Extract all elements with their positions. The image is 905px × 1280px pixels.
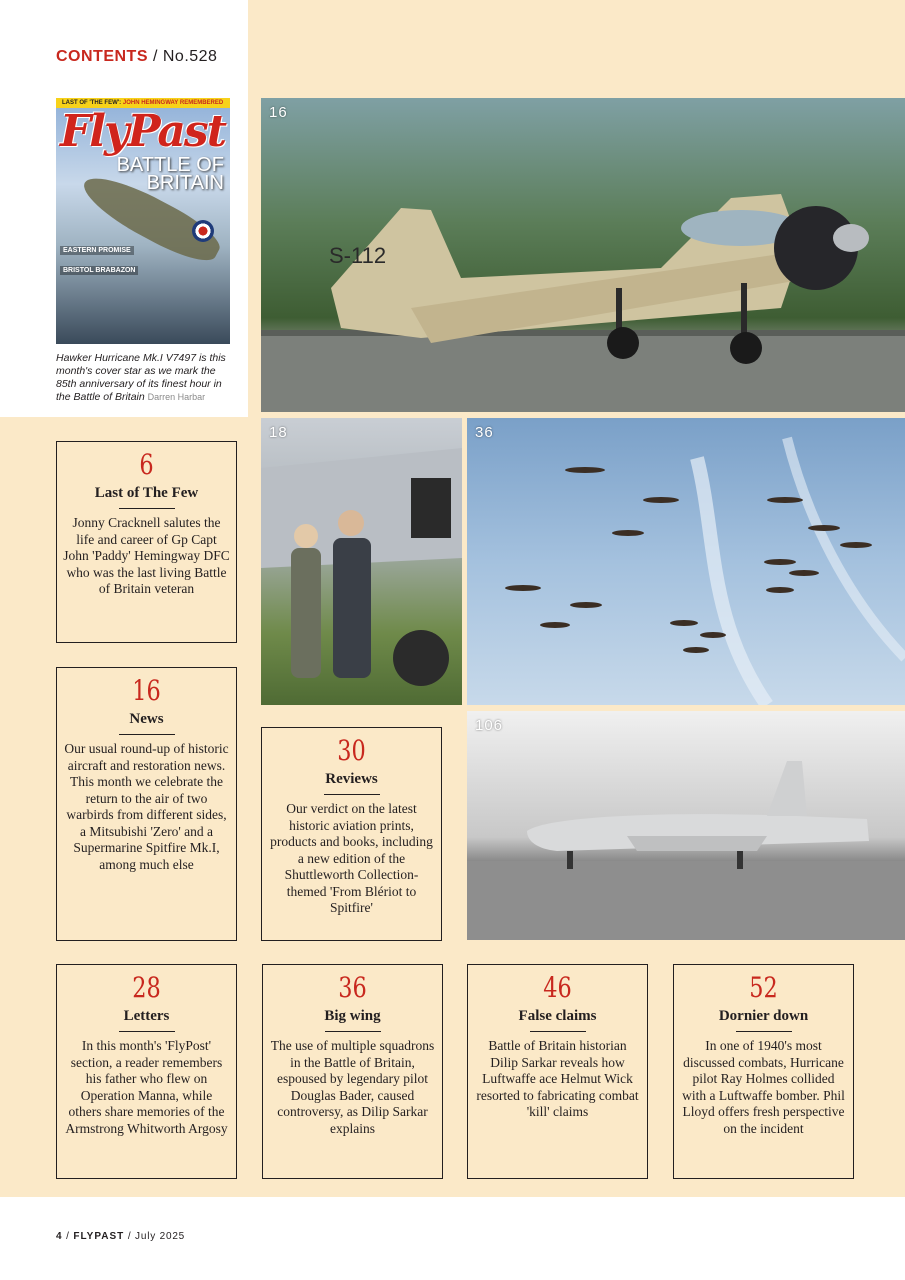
article-title: Reviews [325,771,378,787]
article-title: False claims [518,1008,597,1024]
article-description: Battle of Britain historian Dilip Sarkar reveals how Luftwaffe ace Helmut Wick resorted to fabricating combat 'kill' claims [476,1038,639,1119]
formation-illustration [467,418,905,705]
title-rule [324,794,380,795]
mustang-people-illustration [261,418,462,705]
title-rule [119,1031,175,1032]
article-false-claims[interactable] [467,964,648,1179]
title-rule [119,508,175,509]
article-description: Our usual round-up of historic aircraft and restoration news. This month we celebrate the return to the air of two warbirds from different sides, a Mitsubishi 'Zero' and a Supermarine Spitfire Mk.I, among much else [64,741,229,872]
zero-tail-marking: S-112 [329,243,387,268]
title-rule [119,734,175,735]
article-reviews[interactable] [261,727,442,941]
photo-airliner[interactable] [467,711,905,940]
photo-credit: Darren Harbar [147,392,206,402]
photo-page-number-18: 18 [269,424,288,441]
article-description: In this month's 'FlyPost' section, a reader remembers his father who flew on Operation Manna, while others share memories of the Armstrong Whitworth Argosy [65,1038,228,1136]
article-page-number: 46 [543,971,572,1004]
footer-magazine-name: FLYPAST [73,1231,125,1242]
article-description: Jonny Cracknell salutes the life and career of Gp Capt John 'Paddy' Hemingway DFC who was the last living Battle of Britain veteran [63,515,230,596]
article-news[interactable] [56,667,237,941]
article-page-number: 6 [139,448,154,481]
title-rule [736,1031,792,1032]
article-big-wing[interactable] [262,964,443,1179]
photo-page-number-106: 106 [475,717,504,734]
page-footer: 4 / FLYPAST / July 2025 [56,1231,186,1242]
cover-coverline-main: BATTLE OF BRITAIN [116,154,224,194]
photo-big-wing-formation[interactable] [467,418,905,705]
article-dornier-down[interactable] [673,964,854,1179]
footer-issue-date: July 2025 [135,1231,186,1242]
article-page-number: 28 [132,971,161,1004]
article-description: In one of 1940's most discussed combats, Hurricane pilot Ray Holmes collided with a Luftwaffe bomber. Phil Lloyd offers fresh perspective on the incident [682,1038,845,1136]
cover-ribbon: LAST OF 'THE FEW': JOHN HEMINGWAY REMEMBERED [56,98,230,108]
photo-hemingway-mustang[interactable] [261,418,462,705]
cover-caption: Hawker Hurricane Mk.I V7497 is this month's cover star as we mark the 85th anniversary of its finest hour in the Battle of Britain Darren Harbar [56,352,226,403]
issue-number: No.528 [162,48,218,65]
cover-masthead: FlyPast [60,106,226,157]
article-title: Big wing [324,1008,381,1024]
article-description: Our verdict on the latest historic aviation prints, products and books, including a new edition of the Shuttleworth Collection-themed 'From Blériot to Spitfire' [270,801,433,915]
zero-aircraft-illustration [261,98,905,412]
magazine-cover[interactable] [56,98,230,344]
article-page-number: 36 [338,971,367,1004]
cover-coverline-eastern: EASTERN PROMISE [60,246,134,255]
article-title: Last of The Few [94,485,199,501]
airliner-illustration [467,711,905,940]
article-page-number: 30 [337,734,366,767]
photo-page-number-16: 16 [269,104,288,121]
photo-mitsubishi-zero[interactable] [261,98,905,412]
folio-page-number: 4 [56,1231,63,1242]
contents-label: CONTENTS [56,48,148,65]
article-title: Dornier down [718,1008,809,1024]
page-header: CONTENTS / No.528 [56,48,218,65]
article-last-of-the-few[interactable] [56,441,237,643]
article-title: News [129,711,164,727]
article-description: The use of multiple squadrons in the Battle of Britain, espoused by legendary pilot Douglas Bader, caused controversy, as Dilip Sarkar explains [270,1038,435,1136]
article-page-number: 16 [132,674,161,707]
cover-coverline-bristol: BRISTOL BRABAZON [60,266,138,275]
article-title: Letters [123,1008,170,1024]
article-letters[interactable] [56,964,237,1179]
title-rule [530,1031,586,1032]
article-page-number: 52 [749,971,778,1004]
photo-page-number-36: 36 [475,424,494,441]
title-rule [325,1031,381,1032]
raf-roundel-icon [192,220,214,242]
